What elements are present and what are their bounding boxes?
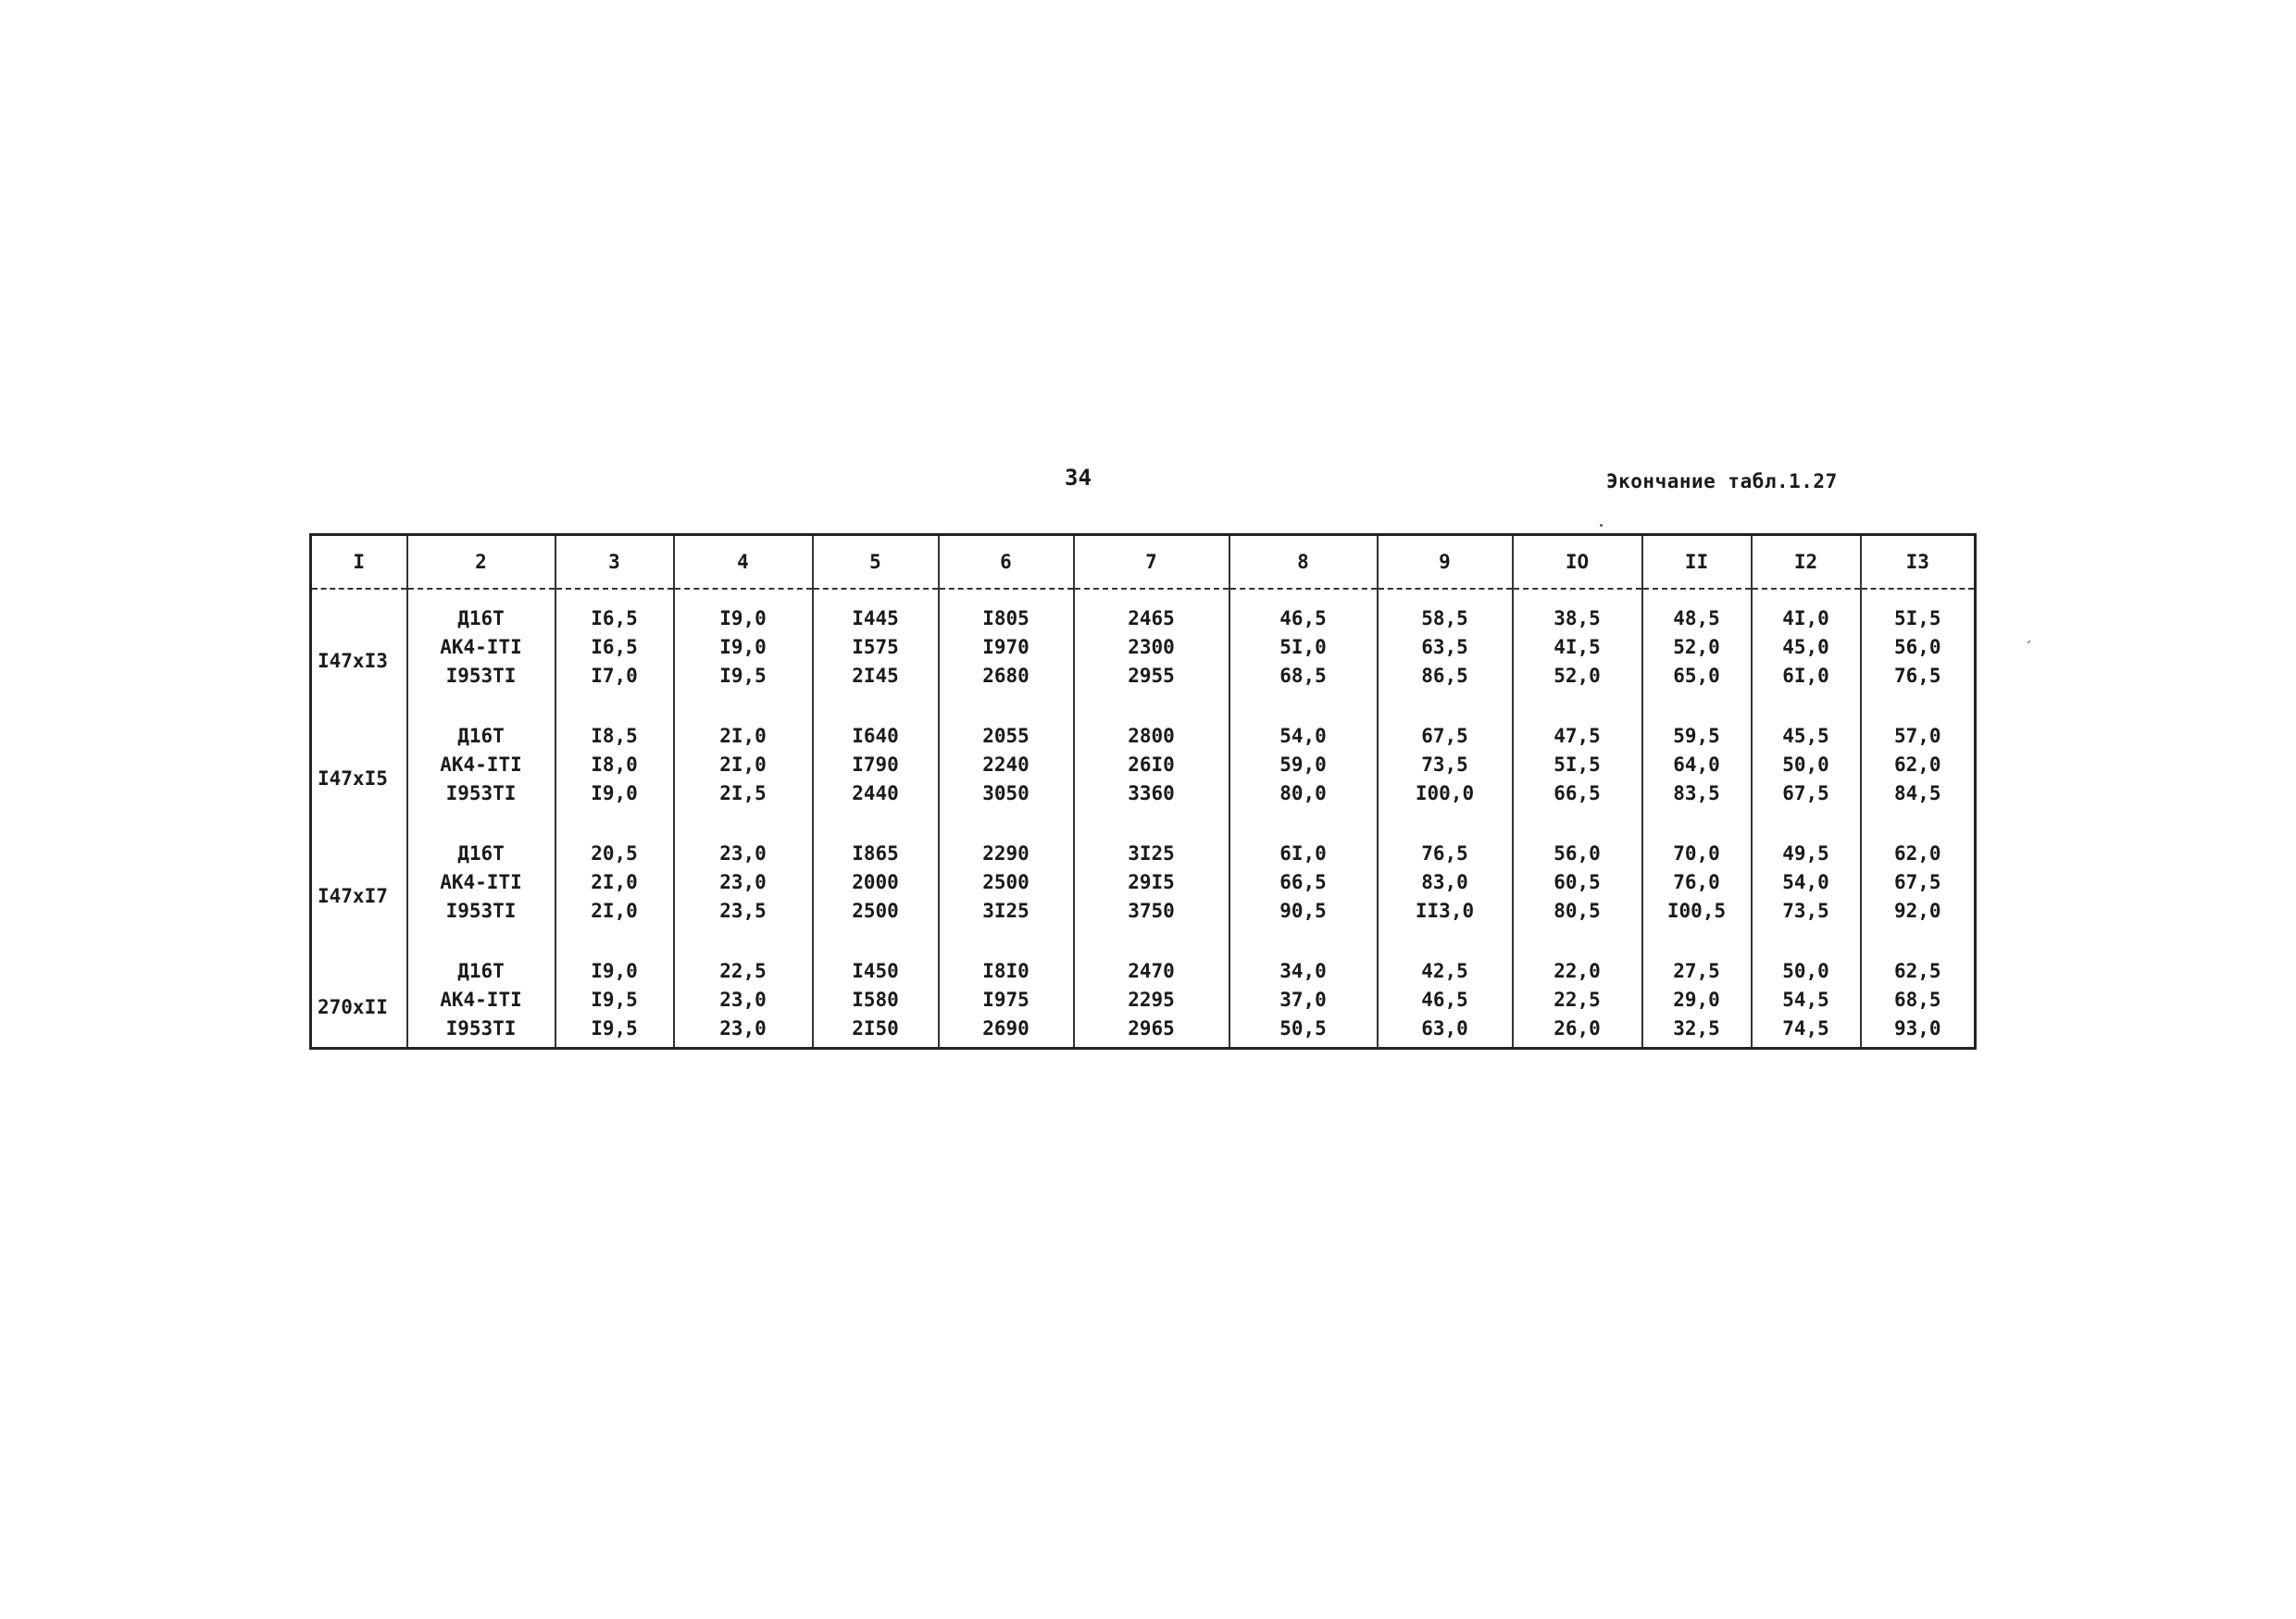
cell-value: 46,5	[1421, 989, 1468, 1012]
column-header-3: 3	[555, 535, 674, 590]
cell-value: 22,0	[1554, 960, 1601, 983]
alloy-name: АК4-IТI	[440, 636, 522, 658]
cell-value: 66,5	[1554, 782, 1601, 805]
value-cell	[1513, 942, 1642, 1048]
value-cell	[1378, 825, 1513, 942]
cell-value: I9,0	[591, 782, 638, 805]
cell-value: I9,0	[719, 607, 767, 629]
value-cell	[1513, 825, 1642, 942]
value-cell	[1229, 589, 1378, 707]
cell-value: 2955	[1128, 665, 1175, 687]
cell-value: 2965	[1128, 1017, 1175, 1040]
value-cell	[674, 825, 813, 942]
cell-value: I6,5	[591, 636, 638, 658]
value-cell	[813, 707, 939, 825]
column-header-9: 9	[1378, 535, 1513, 590]
column-header-5: 5	[813, 535, 939, 590]
cell-value: 50,0	[1782, 753, 1829, 777]
value-cell	[939, 589, 1074, 707]
cell-value: 2055	[982, 725, 1029, 748]
cell-value: 2I,0	[719, 753, 767, 777]
cell-value: I9,5	[591, 1017, 638, 1040]
alloy-name: Д16Т	[457, 607, 505, 629]
cell-value: I865	[852, 842, 899, 866]
cell-value: I9,0	[591, 960, 638, 983]
cell-value: 56,0	[1893, 636, 1941, 658]
cell-value: 45,5	[1782, 725, 1829, 748]
cell-value: 29,0	[1673, 989, 1720, 1012]
cell-value: 62,0	[1893, 753, 1941, 777]
value-cell	[1642, 942, 1752, 1048]
cell-value: 2690	[982, 1017, 1029, 1040]
value-cell	[1752, 589, 1861, 707]
cell-value: 56,0	[1554, 842, 1601, 866]
value-cell	[1861, 707, 1976, 825]
value-cell	[1861, 942, 1976, 1048]
header-row	[311, 535, 1976, 590]
cell-value: 2I,5	[719, 782, 767, 805]
cell-value: 59,5	[1673, 725, 1720, 748]
cell-value: 2500	[852, 900, 899, 923]
profile-size-cell	[311, 942, 407, 1048]
cell-value: 66,5	[1279, 871, 1327, 894]
value-cell	[1642, 825, 1752, 942]
alloy-cell	[407, 589, 555, 707]
value-cell	[1229, 942, 1378, 1048]
alloy-name: I953ТI	[445, 665, 517, 687]
cell-value: I9,5	[719, 665, 767, 687]
cell-value: 3I25	[982, 900, 1029, 923]
alloy-name: Д16Т	[457, 725, 505, 748]
column-header-11: II	[1642, 535, 1752, 590]
value-cell	[555, 589, 674, 707]
cell-value: 2I50	[852, 1017, 899, 1040]
cell-value: 52,0	[1673, 636, 1720, 658]
profile-size-label: I47xI3	[318, 649, 388, 672]
value-cell	[1513, 589, 1642, 707]
cell-value: 2300	[1128, 636, 1175, 658]
column-header-13: I3	[1861, 535, 1976, 590]
cell-value: I445	[852, 607, 899, 629]
cell-value: 23,0	[719, 989, 767, 1012]
value-cell	[1642, 589, 1752, 707]
alloy-cell	[407, 707, 555, 825]
value-cell	[813, 825, 939, 942]
alloy-name: I953ТI	[445, 900, 517, 923]
alloy-name: АК4-IТI	[440, 871, 522, 894]
cell-value: 57,0	[1893, 725, 1941, 748]
value-cell	[1861, 825, 1976, 942]
cell-value: 64,0	[1673, 753, 1720, 777]
cell-value: 27,5	[1673, 960, 1720, 983]
cell-value: I8,0	[591, 753, 638, 777]
scan-mark: ´	[2024, 639, 2033, 656]
cell-value: I975	[982, 989, 1029, 1012]
cell-value: 68,5	[1893, 989, 1941, 1012]
cell-value: 22,5	[1554, 989, 1601, 1012]
value-cell	[1752, 825, 1861, 942]
cell-value: 58,5	[1421, 607, 1468, 629]
profile-size-cell	[311, 589, 407, 707]
cell-value: 29I5	[1128, 871, 1175, 894]
cell-value: 49,5	[1782, 842, 1829, 866]
cell-value: 22,5	[719, 960, 767, 983]
column-header-6: 6	[939, 535, 1074, 590]
cell-value: 90,5	[1279, 900, 1327, 923]
table-row-group	[311, 589, 1976, 707]
cell-value: 5I,5	[1554, 753, 1601, 777]
cell-value: 84,5	[1893, 782, 1941, 805]
cell-value: 38,5	[1554, 607, 1601, 629]
cell-value: I805	[982, 607, 1029, 629]
cell-value: 2800	[1128, 725, 1175, 748]
cell-value: I640	[852, 725, 899, 748]
cell-value: 76,5	[1893, 665, 1941, 687]
value-cell	[555, 825, 674, 942]
table-body	[311, 589, 1976, 1049]
cell-value: 83,0	[1421, 871, 1468, 894]
cell-value: 23,5	[719, 900, 767, 923]
cell-value: 2295	[1128, 989, 1175, 1012]
cell-value: 52,0	[1554, 665, 1601, 687]
cell-value: 2I,0	[591, 900, 638, 923]
cell-value: 63,5	[1421, 636, 1468, 658]
cell-value: 50,0	[1782, 960, 1829, 983]
column-header-1: I	[311, 535, 407, 590]
alloy-cell	[407, 942, 555, 1048]
cell-value: 83,5	[1673, 782, 1720, 805]
cell-value: 68,5	[1279, 665, 1327, 687]
cell-value: I575	[852, 636, 899, 658]
column-header-12: I2	[1752, 535, 1861, 590]
cell-value: 73,5	[1782, 900, 1829, 923]
cell-value: 6I,0	[1279, 842, 1327, 866]
cell-value: 23,0	[719, 842, 767, 866]
cell-value: 5I,0	[1279, 636, 1327, 658]
cell-value: 48,5	[1673, 607, 1720, 629]
value-cell	[674, 942, 813, 1048]
cell-value: 62,5	[1893, 960, 1941, 983]
cell-value: 4I,5	[1554, 636, 1601, 658]
table-row-group	[311, 942, 1976, 1048]
column-header-7: 7	[1074, 535, 1229, 590]
cell-value: 76,0	[1673, 871, 1720, 894]
cell-value: I450	[852, 960, 899, 983]
value-cell	[813, 589, 939, 707]
cell-value: 2680	[982, 665, 1029, 687]
cell-value: I8,5	[591, 725, 638, 748]
cell-value: I00,5	[1666, 900, 1727, 923]
column-header-10: IO	[1513, 535, 1642, 590]
value-cell	[813, 942, 939, 1048]
value-cell	[1752, 942, 1861, 1048]
value-cell	[939, 707, 1074, 825]
cell-value: 46,5	[1279, 607, 1327, 629]
cell-value: 54,0	[1279, 725, 1327, 748]
cell-value: 3050	[982, 782, 1029, 805]
alloy-name: Д16Т	[457, 842, 505, 866]
cell-value: I9,5	[591, 989, 638, 1012]
profile-size-label: 270xII	[318, 995, 388, 1018]
alloy-name: АК4-IТI	[440, 753, 522, 777]
cell-value: 3360	[1128, 782, 1175, 805]
cell-value: 2290	[982, 842, 1029, 866]
cell-value: 2240	[982, 753, 1029, 777]
profile-size-cell	[311, 707, 407, 825]
cell-value: 2000	[852, 871, 899, 894]
cell-value: 42,5	[1421, 960, 1468, 983]
cell-value: 54,5	[1782, 989, 1829, 1012]
value-cell	[939, 942, 1074, 1048]
value-cell	[1378, 707, 1513, 825]
cell-value: 23,0	[719, 1017, 767, 1040]
value-cell	[555, 942, 674, 1048]
cell-value: 63,0	[1421, 1017, 1468, 1040]
cell-value: 62,0	[1893, 842, 1941, 866]
profile-size-cell	[311, 825, 407, 942]
cell-value: I9,0	[719, 636, 767, 658]
cell-value: 3750	[1128, 900, 1175, 923]
scan-speck	[1600, 524, 1603, 527]
cell-value: 73,5	[1421, 753, 1468, 777]
cell-value: 50,5	[1279, 1017, 1327, 1040]
alloy-cell	[407, 825, 555, 942]
cell-value: 59,0	[1279, 753, 1327, 777]
data-table	[309, 533, 1977, 1050]
cell-value: 2I45	[852, 665, 899, 687]
value-cell	[674, 707, 813, 825]
cell-value: 93,0	[1893, 1017, 1941, 1040]
value-cell	[1229, 825, 1378, 942]
alloy-name: АК4-IТI	[440, 989, 522, 1012]
cell-value: 70,0	[1673, 842, 1720, 866]
cell-value: 26I0	[1128, 753, 1175, 777]
alloy-name: I953ТI	[445, 782, 517, 805]
cell-value: 2440	[852, 782, 899, 805]
value-cell	[1861, 589, 1976, 707]
cell-value: 6I,0	[1782, 665, 1829, 687]
cell-value: I970	[982, 636, 1029, 658]
table-row-group	[311, 707, 1976, 825]
value-cell	[1752, 707, 1861, 825]
value-cell	[1074, 942, 1229, 1048]
cell-value: 37,0	[1279, 989, 1327, 1012]
value-cell	[1074, 707, 1229, 825]
cell-value: I00,0	[1415, 782, 1475, 805]
cell-value: 80,0	[1279, 782, 1327, 805]
value-cell	[555, 707, 674, 825]
value-cell	[1378, 942, 1513, 1048]
column-header-8: 8	[1229, 535, 1378, 590]
cell-value: 92,0	[1893, 900, 1941, 923]
cell-value: I580	[852, 989, 899, 1012]
alloy-name: I953ТI	[445, 1017, 517, 1040]
cell-value: 23,0	[719, 871, 767, 894]
table-caption: Экончание табл.1.27	[1606, 470, 1838, 492]
cell-value: 2470	[1128, 960, 1175, 983]
cell-value: 67,5	[1893, 871, 1941, 894]
value-cell	[1074, 589, 1229, 707]
profile-size-label: I47xI5	[318, 766, 388, 790]
cell-value: 2I,0	[591, 871, 638, 894]
cell-value: 65,0	[1673, 665, 1720, 687]
cell-value: 2465	[1128, 607, 1175, 629]
cell-value: 67,5	[1782, 782, 1829, 805]
page-number: 34	[1065, 465, 1092, 491]
column-header-4: 4	[674, 535, 813, 590]
cell-value: 60,5	[1554, 871, 1601, 894]
column-header-2: 2	[407, 535, 555, 590]
cell-value: I790	[852, 753, 899, 777]
cell-value: 45,0	[1782, 636, 1829, 658]
cell-value: 86,5	[1421, 665, 1468, 687]
cell-value: 20,5	[591, 842, 638, 866]
value-cell	[1642, 707, 1752, 825]
cell-value: I6,5	[591, 607, 638, 629]
cell-value: 32,5	[1673, 1017, 1720, 1040]
cell-value: II3,0	[1415, 900, 1475, 923]
cell-value: 34,0	[1279, 960, 1327, 983]
cell-value: 3I25	[1128, 842, 1175, 866]
cell-value: 2500	[982, 871, 1029, 894]
cell-value: 4I,0	[1782, 607, 1829, 629]
value-cell	[1074, 825, 1229, 942]
cell-value: 5I,5	[1893, 607, 1941, 629]
table-row-group	[311, 825, 1976, 942]
cell-value: I8I0	[982, 960, 1029, 983]
value-cell	[674, 589, 813, 707]
value-cell	[1378, 589, 1513, 707]
cell-value: 67,5	[1421, 725, 1468, 748]
cell-value: 80,5	[1554, 900, 1601, 923]
cell-value: I7,0	[591, 665, 638, 687]
alloy-name: Д16Т	[457, 960, 505, 983]
cell-value: 54,0	[1782, 871, 1829, 894]
cell-value: 26,0	[1554, 1017, 1601, 1040]
data-table-container	[309, 533, 1974, 1050]
cell-value: 74,5	[1782, 1017, 1829, 1040]
cell-value: 47,5	[1554, 725, 1601, 748]
value-cell	[939, 825, 1074, 942]
value-cell	[1513, 707, 1642, 825]
cell-value: 2I,0	[719, 725, 767, 748]
cell-value: 76,5	[1421, 842, 1468, 866]
value-cell	[1229, 707, 1378, 825]
profile-size-label: I47xI7	[318, 884, 388, 907]
